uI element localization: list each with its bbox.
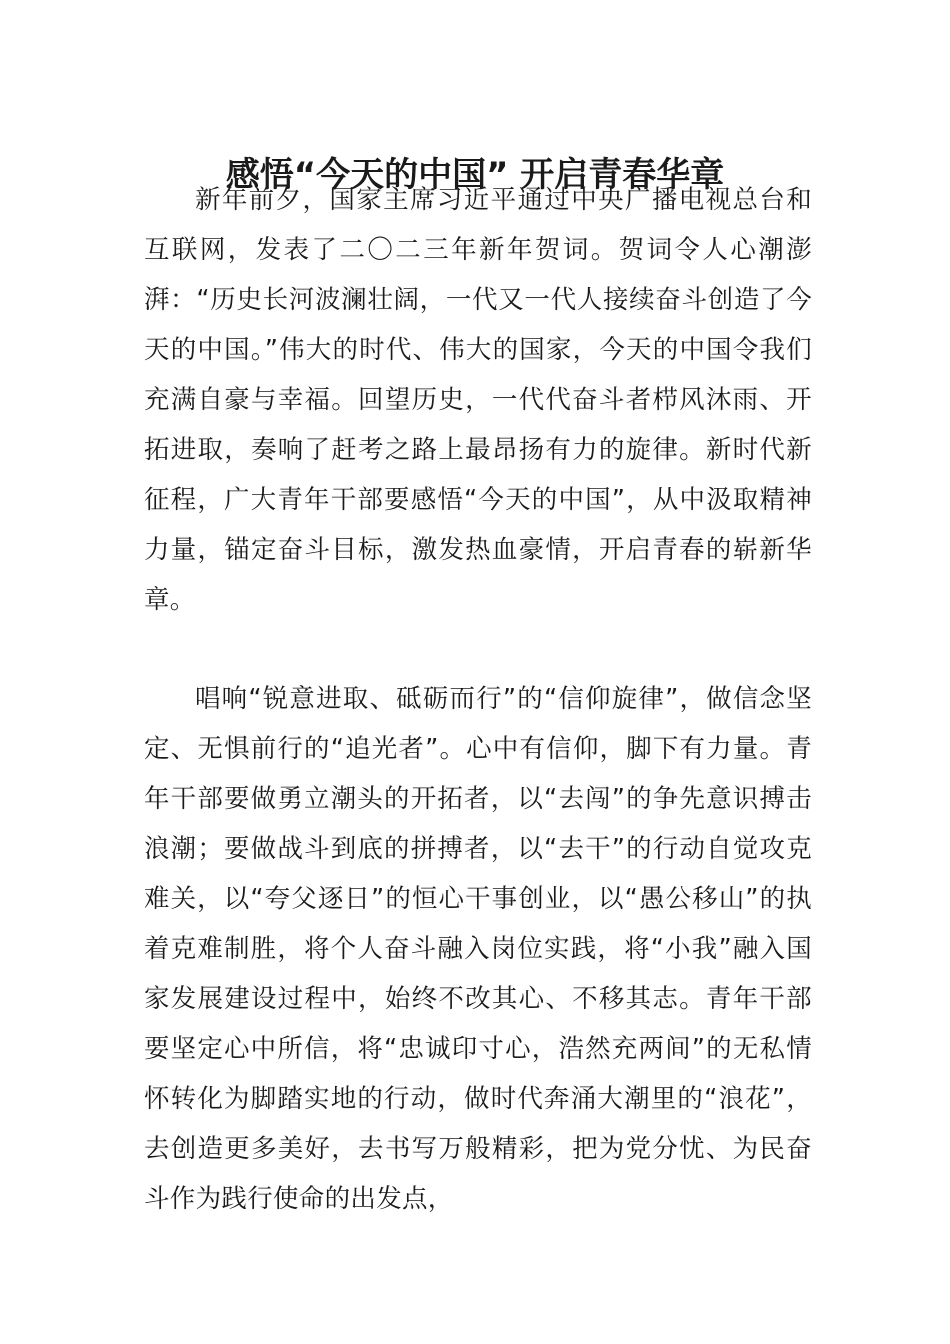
document-title: 感悟“今天的中国” 开启青春华章: [225, 154, 725, 195]
paragraph-2: 唱响“锐意进取、砥砺而行”的“信仰旋律”，做信念坚定、无惧前行的“追光者”。心中有信仰，脚下有力量。青年干部要做勇立潮头的开拓者，以“去闯”的争先意识搏击浪潮；要做战斗到底的拼搏者，以“去干”的行动自觉攻克难关，以“夸父逐日”的恒心干事创业，以“愚公移山”的执着克难制胜，将个人奋斗融入岗位实践，将“小我”融入国家发展建设过程中，始终不改其心、不移其志。青年干部要坚定心中所信，将“忠诚印寸心，浩然充两间”的无私情怀转化为脚踏实地的行动，做时代奔涌大潮里的“浪花”，去创造更多美好，去书写万般精彩，把为党分忧、为民奋斗作为践行使命的出发点，: [144, 684, 812, 1214]
paragraph-1: 新年前夕，国家主席习近平通过中央广播电视总台和互联网，发表了二〇二三年新年贺词。贺词令人心潮澎湃：“历史长河波澜壮阔，一代又一代人接续奋斗创造了今天的中国。”伟大的时代、伟大的国家，今天的中国令我们充满自豪与幸福。回望历史，一代代奋斗者栉风沐雨、开拓进取，奏响了赶考之路上最昂扬有力的旋律。新时代新征程，广大青年干部要感悟“今天的中国”，从中汲取精神力量，锚定奋斗目标，激发热血豪情，开启青春的崭新华章。: [144, 185, 812, 615]
